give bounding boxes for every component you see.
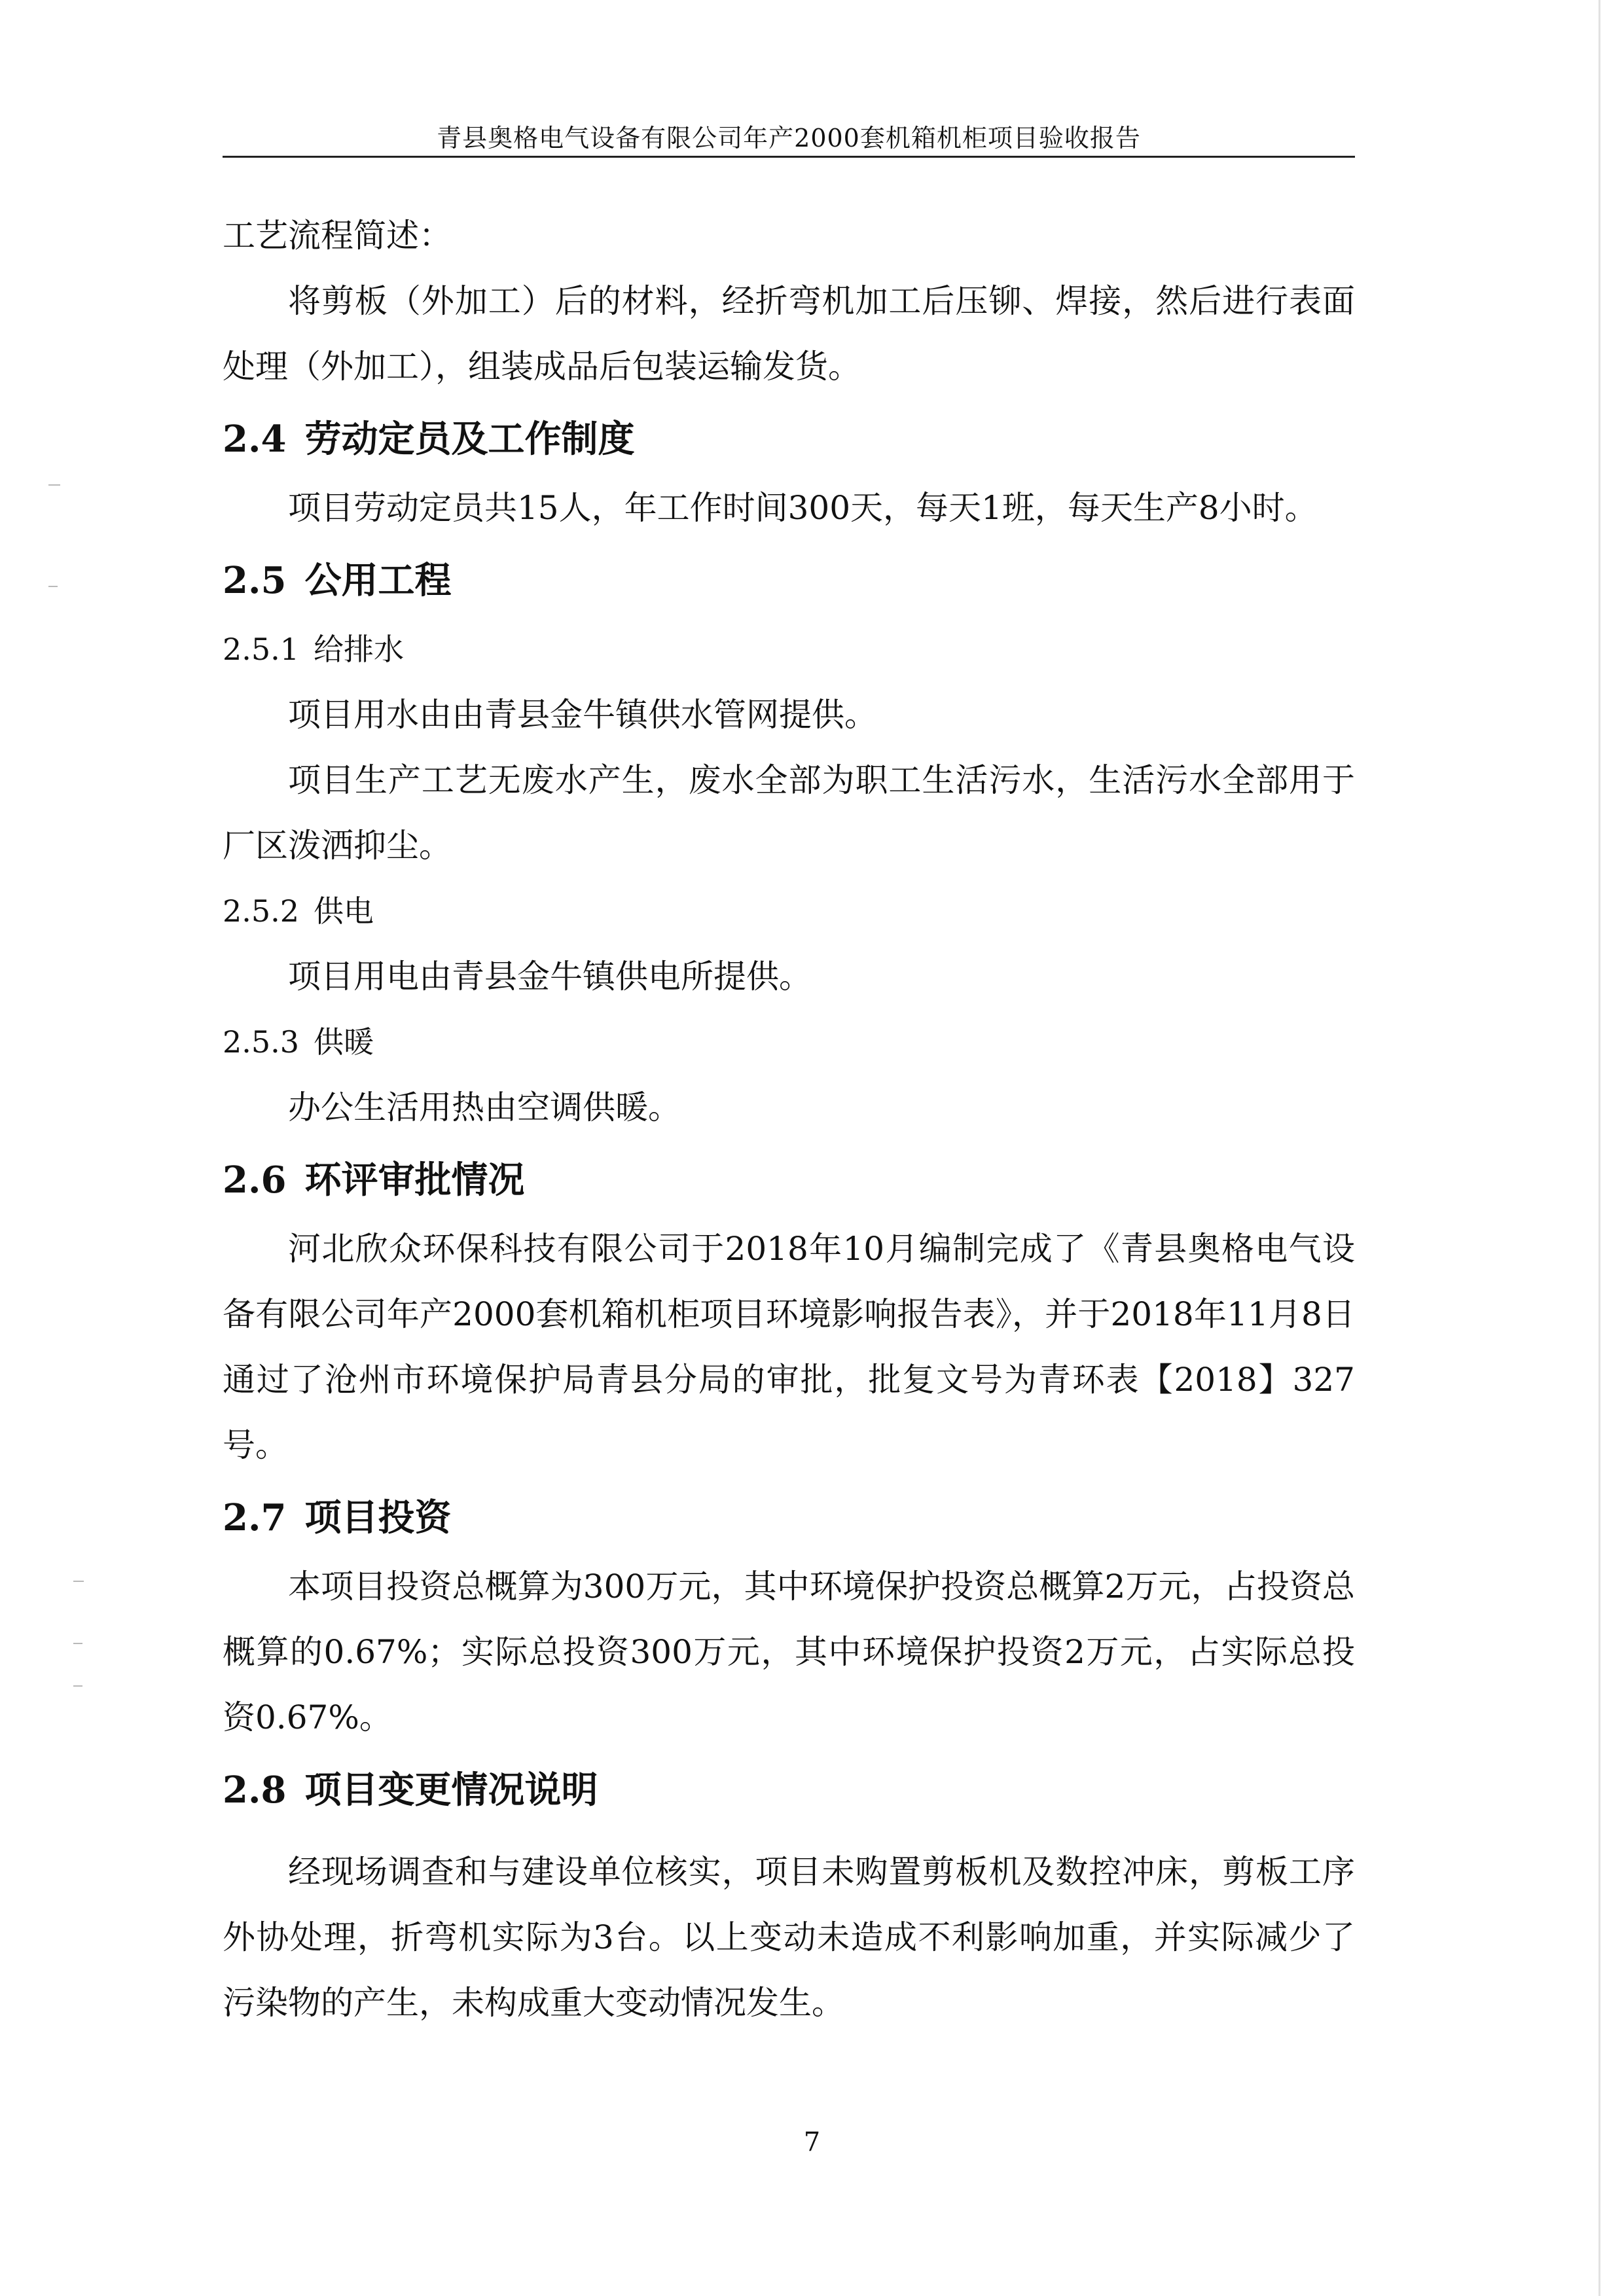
section-title: 项目投资: [304, 1496, 452, 1539]
paragraph-investment: 本项目投资总概算为300万元，其中环境保护投资总概算2万元，占投资总概算的0.67%；实际总投资300万元，其中环境保护投资2万元，占实际总投资0.67%。: [223, 1568, 1355, 1736]
paragraph-power-supply: 项目用电由青县金牛镇供电所提供。: [288, 958, 812, 996]
section-title: 公用工程: [304, 559, 452, 602]
subsection-title: 给排水: [314, 632, 405, 667]
paragraph-process-description: 将剪板（外加工）后的材料，经折弯机加工后压铆、焊接，然后进行表面处理（外加工），组装成品后包装运输发货。: [223, 282, 1355, 386]
section-number: 2.5: [223, 559, 287, 602]
subsection-heading-2-5-3: [223, 1009, 1355, 1075]
paragraph-water-supply: 项目用水由由青县金牛镇供水管网提供。: [288, 696, 877, 734]
paragraph-heating: 办公生活用热由空调供暖。: [288, 1088, 681, 1126]
subsection-heading-2-5-1: [223, 617, 1355, 682]
section-heading-2-7: [223, 1482, 1355, 1554]
subsection-number: 2.5.2: [223, 893, 300, 929]
paragraph-eia-approval: 河北欣众环保科技有限公司于2018年10月编制完成了《青县奥格电气设备有限公司年产2000套机箱机柜项目环境影响报告表》，并于2018年11月8日通过了沧州市环境保护局青县分局的审批，批复文号为青环表【2018】327号。: [223, 1230, 1355, 1464]
section-number: 2.8: [223, 1768, 287, 1812]
section-number: 2.6: [223, 1158, 287, 1202]
scan-speck: [48, 484, 60, 486]
scan-edge-line: [1598, 0, 1600, 2296]
section-title: 劳动定员及工作制度: [304, 418, 635, 461]
section-heading-2-8: [223, 1754, 1355, 1826]
subsection-title: 供暖: [314, 1024, 374, 1060]
section-title: 环评审批情况: [304, 1158, 525, 1202]
scan-speck: [73, 1581, 84, 1582]
paragraph-wastewater: 项目生产工艺无废水产生，废水全部为职工生活污水，生活污水全部用于厂区泼洒抑尘。: [223, 761, 1355, 865]
body-text: [223, 203, 1355, 2036]
page-number: 7: [803, 2127, 821, 2157]
section-number: 2.4: [223, 418, 287, 461]
paragraph-labor: 项目劳动定员共15人，年工作时间300天，每天1班，每天生产8小时。: [288, 489, 1318, 527]
subsection-heading-2-5-2: [223, 878, 1355, 944]
scan-speck: [73, 1685, 82, 1687]
subsection-number: 2.5.3: [223, 1024, 300, 1060]
subsection-number: 2.5.1: [223, 632, 300, 667]
section-title: 项目变更情况说明: [304, 1768, 598, 1812]
section-number: 2.7: [223, 1496, 287, 1539]
subsection-title: 供电: [314, 893, 374, 929]
section-heading-2-6: [223, 1144, 1355, 1216]
header-divider: [223, 156, 1355, 158]
scan-speck: [48, 586, 58, 587]
section-heading-2-4: [223, 403, 1355, 475]
page-header-title: 青县奥格电气设备有限公司年产2000套机箱机柜项目验收报告: [437, 124, 1141, 152]
section-heading-2-5: [223, 545, 1355, 617]
scan-speck: [73, 1643, 82, 1644]
paragraph-process-intro: 工艺流程简述：: [223, 217, 452, 255]
paragraph-project-changes: 经现场调查和与建设单位核实，项目未购置剪板机及数控冲床，剪板工序外协处理，折弯机实际为3台。以上变动未造成不利影响加重，并实际减少了污染物的产生，未构成重大变动情况发生。: [223, 1853, 1355, 2022]
